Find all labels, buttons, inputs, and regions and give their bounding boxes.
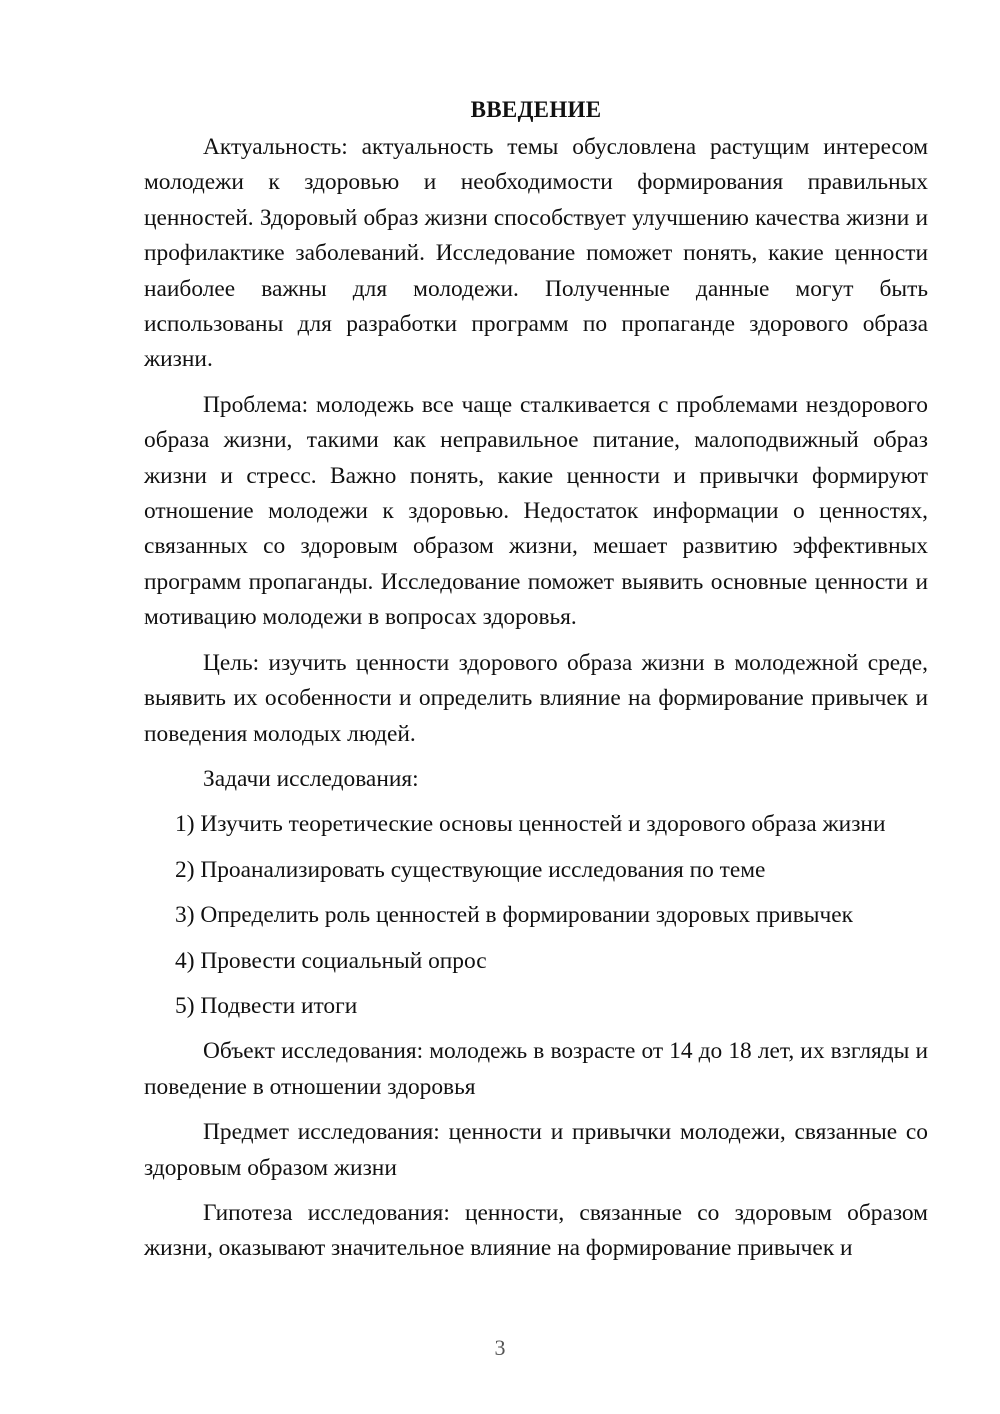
list-item: 3) Определить роль ценностей в формировании здоровых привычек (175, 902, 853, 929)
list-item: 5) Подвести итоги (175, 992, 358, 1019)
paragraph-object: Объект исследования: молодежь в возрасте от 14 до 18 лет, их взгляды и поведение в отношении здоровья (144, 1038, 928, 1100)
list-item: 2) Проанализировать существующие исследования по теме (175, 856, 766, 883)
paragraph-hypothesis: Гипотеза исследования: ценности, связанные со здоровым образом жизни, оказывают значительное влияние на формирование привычек и (144, 1199, 928, 1262)
paragraph-relevance: Актуальность: актуальность темы обусловлена растущим интересом молодежи к здоровью и необходимости формирования правильных ценностей. Здоровый образ жизни способствует улучшению качества жизни и профилактике заболеваний. Исследование поможет понять, какие ценности наиболее важны для молодежи. Полученные данные могут быть использованы для разработки программ по пропаганде здорового образа жизни. (144, 134, 928, 373)
paragraph-subject: Предмет исследования: ценности и привычки молодежи, связанные со здоровым образом жизни (144, 1119, 928, 1181)
paragraph-tasks-intro: Задачи исследования: (203, 765, 419, 792)
page-number: 3 (494, 1335, 506, 1360)
section-heading: ВВЕДЕНИЕ (470, 97, 602, 122)
list-item: 1) Изучить теоретические основы ценностей и здорового образа жизни (175, 811, 886, 838)
paragraph-goal: Цель: изучить ценности здорового образа жизни в молодежной среде, выявить их особенности и определить влияние на формирование привычек и поведения молодых людей. (144, 649, 928, 747)
list-item: 4) Провести социальный опрос (175, 947, 487, 974)
paragraph-problem: Проблема: молодежь все чаще сталкивается с проблемами нездорового образа жизни, такими как неправильное питание, малоподвижный образ жизни и стресс. Важно понять, какие ценности и привычки формируют отношение молодежи к здоровью. Недостаток информации о ценностях, связанных со здоровым образом жизни, мешает развитию эффективных программ пропаганды. Исследование поможет выявить основные ценности и мотивацию молодежи в вопросах здоровья. (144, 391, 928, 631)
task-list (144, 807, 928, 1024)
page-content (144, 92, 928, 1277)
